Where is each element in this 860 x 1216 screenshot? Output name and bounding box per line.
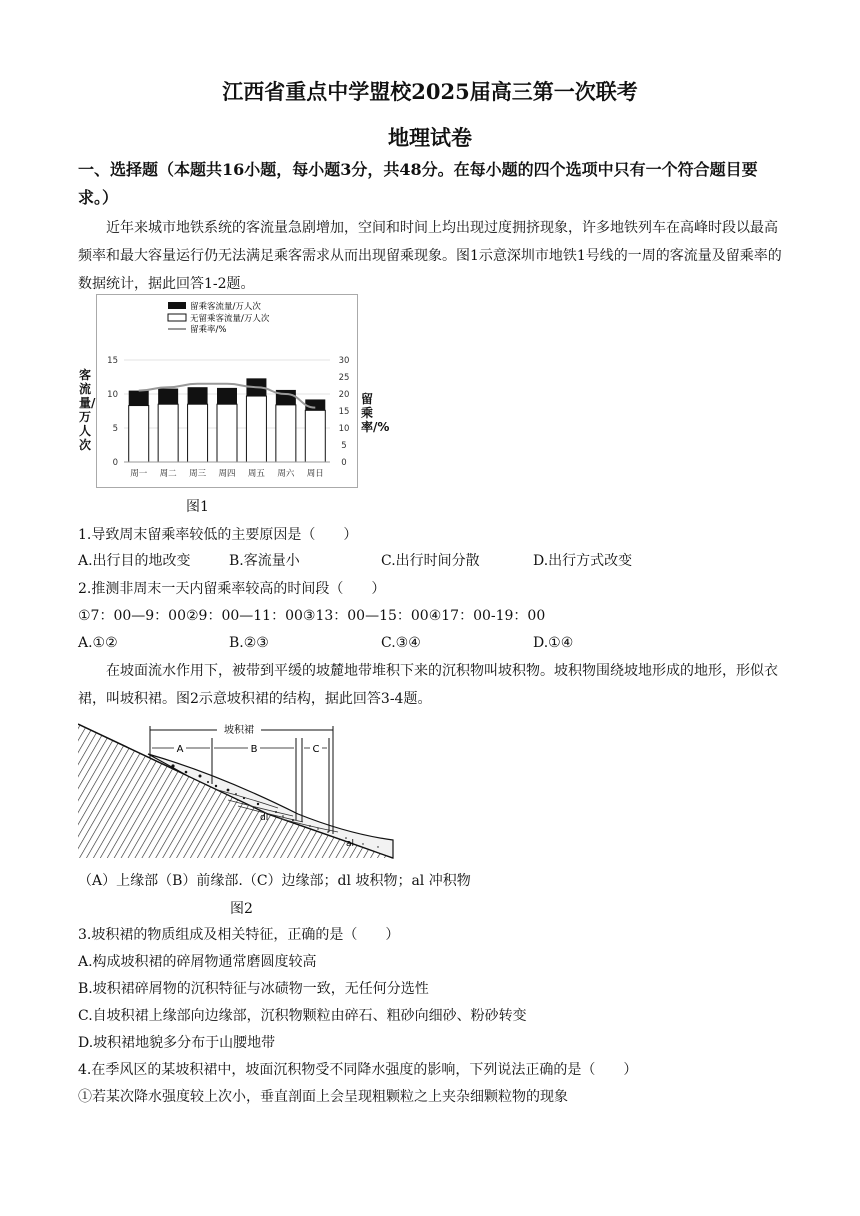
figure-2-caption: 图2 xyxy=(230,901,253,917)
y-right-tick-label: 20 xyxy=(338,390,350,400)
q2-option-c[interactable]: C.③④ xyxy=(381,635,421,651)
bar-not-retained xyxy=(158,404,178,462)
y-right-tick-label: 25 xyxy=(338,373,350,383)
figure-2-note: （A）上缘部（B）前缘部.（C）边缘部；dl 坡积物；al 冲积物 xyxy=(78,873,471,889)
y-right-tick-label: 0 xyxy=(341,458,347,468)
zone-label-c: C xyxy=(312,744,320,755)
bar-retained xyxy=(129,391,149,406)
q2-option-d[interactable]: D.①④ xyxy=(533,635,574,651)
y-left-tick-label: 15 xyxy=(107,356,118,366)
bar-retained xyxy=(217,388,237,404)
question-1-options xyxy=(78,548,786,574)
zone-label-a: A xyxy=(176,744,184,755)
x-tick-label: 周四 xyxy=(218,469,236,479)
question-2-stem: 2.推测非周末一天内留乘率较高的时间段（ ） xyxy=(78,581,386,597)
chart-y-left-label: 客流量/万人次 xyxy=(79,368,96,452)
x-tick-label: 周六 xyxy=(277,469,295,479)
bar-retained xyxy=(188,387,208,404)
q2-option-a[interactable]: A.①② xyxy=(78,635,118,651)
question-3-stem: 3.坡积裙的物质组成及相关特征，正确的是（ ） xyxy=(78,927,400,943)
figure-1-chart xyxy=(96,294,358,488)
legend-swatch-retained xyxy=(168,302,186,309)
chart-y-right-label: 留乘率/% xyxy=(361,392,390,434)
y-right-tick-label: 15 xyxy=(338,407,350,417)
legend-label-rate: 留乘率/% xyxy=(190,325,227,335)
y-right-tick-label: 30 xyxy=(338,356,350,366)
x-tick-label: 周五 xyxy=(247,469,265,479)
bar-not-retained xyxy=(276,405,296,462)
question-4-stem: 4.在季风区的某坡积裙中，坡面沉积物受不同降水强度的影响，下列说法正确的是（ ） xyxy=(78,1062,638,1078)
question-4-item-1: ①若某次降水强度较上次小，垂直剖面上会呈现粗颗粒之上夹杂细颗粒物的现象 xyxy=(78,1089,568,1105)
y-left-tick-label: 0 xyxy=(112,458,118,468)
bar-not-retained xyxy=(129,406,149,462)
legend-swatch-not-retained xyxy=(168,314,186,321)
page-subtitle: 地理试卷 xyxy=(388,125,472,150)
y-left-tick-label: 5 xyxy=(112,424,118,434)
y-right-tick-label: 10 xyxy=(338,424,350,434)
y-right-tick-label: 5 xyxy=(341,441,347,451)
intro-paragraph-1: 近年来城市地铁系统的客流量急剧增加，空间和时间上均出现过度拥挤现象，许多地铁列车在高峰时段以最高频率和最大容量运行仍无法满足乘客需求从而出现留乘现象。图1示意深圳市地铁1号线的一周的客流量及留乘率的数据统计，据此回答1-2题。 xyxy=(78,220,782,292)
figure-1-caption: 图1 xyxy=(186,499,209,515)
y-left-tick-label: 10 xyxy=(107,390,118,400)
page-title: 江西省重点中学盟校2025届高三第一次联考 xyxy=(222,79,638,104)
bar-retained xyxy=(276,390,296,405)
question-2-options xyxy=(78,630,786,656)
q3-option-b[interactable]: B.坡积裙碎屑物的沉积特征与冰碛物一致，无任何分选性 xyxy=(78,981,429,997)
bar-retained xyxy=(305,399,325,410)
label-dl: dl xyxy=(260,813,269,823)
bar-retained xyxy=(158,389,178,405)
bar-not-retained xyxy=(188,404,208,462)
q3-option-c[interactable]: C.自坡积裙上缘部向边缘部，沉积物颗粒由碎石、粗砂向细砂、粉砂转变 xyxy=(78,1008,527,1024)
q1-option-d[interactable]: D.出行方式改变 xyxy=(533,553,633,569)
x-tick-label: 周三 xyxy=(189,469,207,479)
q2-option-b[interactable]: B.②③ xyxy=(229,635,269,651)
question-2-items: ①7：00—9：00②9：00—11：00③13：00—15：00④17：00-19：00 xyxy=(78,608,546,624)
zone-label-b: B xyxy=(250,744,258,755)
x-tick-label: 周一 xyxy=(130,469,148,479)
section-heading: 一、选择题（本题共16小题，每小题3分，共48分。在每小题的四个选项中只有一个符合题目要求。） xyxy=(78,160,758,207)
q1-option-a[interactable]: A.出行目的地改变 xyxy=(78,553,191,569)
bar-not-retained xyxy=(246,396,266,462)
figure-2-diagram xyxy=(78,716,398,864)
intro-paragraph-2: 在坡面流水作用下，被带到平缓的坡麓地带堆积下来的沉积物叫坡积物。坡积物围绕坡地形成的地形，形似衣裙，叫坡积裙。图2示意坡积裙的结构，据此回答3-4题。 xyxy=(78,663,778,707)
legend-label-retained: 留乘客流量/万人次 xyxy=(190,302,261,312)
q3-option-d[interactable]: D.坡积裙地貌多分布于山腰地带 xyxy=(78,1035,276,1051)
x-tick-label: 周日 xyxy=(306,469,324,479)
question-1-stem: 1.导致周末留乘率较低的主要原因是（ ） xyxy=(78,527,358,543)
q3-option-a[interactable]: A.构成坡积裙的碎屑物通常磨圆度较高 xyxy=(78,954,317,970)
legend-label-not-retained: 无留乘客流量/万人次 xyxy=(190,314,270,324)
q1-option-c[interactable]: C.出行时间分散 xyxy=(381,553,480,569)
label-colluvial-apron: 坡积裙 xyxy=(224,725,254,736)
q1-option-b[interactable]: B.客流量小 xyxy=(229,553,300,569)
bar-not-retained xyxy=(217,404,237,462)
x-tick-label: 周二 xyxy=(159,469,177,479)
bar-not-retained xyxy=(305,410,325,462)
label-al: al xyxy=(346,839,355,849)
